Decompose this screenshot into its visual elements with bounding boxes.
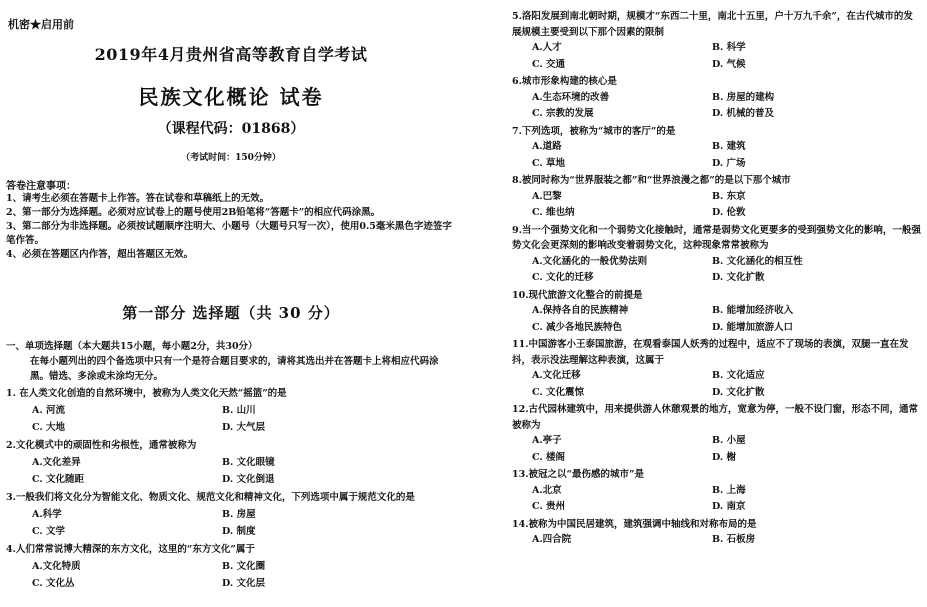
question-10 <box>512 288 922 337</box>
section-head: 一、单项选择题（本大题共15小题，每小题2分，共30分） <box>6 341 258 352</box>
note-item: 3、第二部分为非选择题。必须按试题顺序注明大、小题号（大题号只写一次），使用0.5毫米黑色字迹签字笔作答。 <box>6 221 452 246</box>
option-b: B. 房屋 <box>222 509 256 520</box>
option-d: D. 机械的普及 <box>712 108 775 119</box>
question-stem: 11.中国游客小王泰国旅游，在观看泰国人妖秀的过程中，适应不了现场的表演，双腿一直在发抖，表示没法理解这种表演，这属于 <box>512 339 909 366</box>
question-stem: 8.被同时称为“世界服装之都”和“世界浪漫之都”的是以下那个城市 <box>512 175 791 186</box>
part-title: 第一部分 选择题（共 30 分） <box>122 304 340 322</box>
question-stem: 1. 在人类文化创造的自然环境中，被称为人类文化天然“摇篮”的是 <box>6 388 287 399</box>
option-c: C. 文学 <box>32 526 66 537</box>
question-stem: 14.被称为中国民居建筑，建筑强调中轴线和对称布局的是 <box>512 518 757 530</box>
option-a: A.文化特质 <box>32 561 81 572</box>
option-b: B. 山川 <box>222 405 256 416</box>
option-c: C. 楼阁 <box>532 451 566 463</box>
question-stem: 12.古代园林建筑中，用来提供游人休憩观景的地方，宽意为停，一般不设门窗，形态不同，通常被称为 <box>512 404 919 431</box>
option-d: D. 南京 <box>712 501 746 512</box>
option-b: B. 文化眼镜 <box>222 457 275 468</box>
option-c: C. 减少各地民族特色 <box>532 321 623 333</box>
option-b: B. 上海 <box>712 484 746 496</box>
option-d: D. 文化扩散 <box>712 272 765 283</box>
question-stem: 9.当一个强势文化和一个弱势文化接触时，通常是弱势文化更要多的受到强势文化的影响，一般强势文化会更深刻的影响改变着弱势文化，这种现象常常被称为 <box>512 224 921 251</box>
option-a: A.道路 <box>532 141 562 152</box>
question-2 <box>6 438 456 488</box>
option-a: A.文化差异 <box>32 457 81 468</box>
option-b: B. 文化圈 <box>222 561 266 572</box>
option-a: A.北京 <box>532 484 562 496</box>
option-b: B. 小屋 <box>712 435 746 446</box>
option-a: A.文化迁移 <box>532 370 581 381</box>
option-a: A.生态环境的改善 <box>532 91 610 103</box>
option-c: C. 文化的迁移 <box>532 272 594 283</box>
question-stem: 6.城市形象构建的核心是 <box>512 76 617 87</box>
exam-time: （考试时间：150分钟） <box>181 153 281 163</box>
option-c: C. 贵州 <box>532 501 566 512</box>
option-a: A.人才 <box>532 42 562 53</box>
question-4 <box>6 542 456 592</box>
option-c: C. 维也纳 <box>532 207 575 218</box>
option-a: A.亭子 <box>532 435 562 446</box>
option-d: D. 榭 <box>712 451 737 463</box>
option-b: B. 石板房 <box>712 534 756 545</box>
option-d: D. 文化扩散 <box>712 386 765 398</box>
option-a: A.保持各自的民族精神 <box>532 305 629 316</box>
option-d: D. 伦敦 <box>712 207 746 218</box>
question-12 <box>512 402 922 466</box>
question-7 <box>512 124 922 173</box>
option-c: C. 文化丛 <box>32 578 75 589</box>
option-d: D. 大气层 <box>222 422 266 433</box>
question-3 <box>6 490 456 540</box>
note-item: 4、必须在答题区内作答，超出答题区无效。 <box>6 249 194 260</box>
option-b: B. 建筑 <box>712 141 746 152</box>
exam-title: 2019年4月贵州省高等教育自学考试 <box>94 45 368 64</box>
question-8 <box>512 173 922 222</box>
option-c: C. 文化随距 <box>32 474 85 485</box>
question-6 <box>512 74 922 123</box>
paper-title: 民族文化概论 试卷 <box>138 85 324 109</box>
option-a: A.巴黎 <box>532 190 562 202</box>
option-c: C. 宗教的发展 <box>532 108 594 119</box>
option-b: B. 文化涵化的相互性 <box>712 255 803 267</box>
question-1 <box>6 386 456 436</box>
option-b: B. 房屋的建构 <box>712 91 775 103</box>
question-14 <box>512 517 922 549</box>
option-d: D. 广场 <box>712 157 746 169</box>
option-c: C. 交通 <box>532 58 566 70</box>
note-item: 2、第一部分为选择题。必须对应试卷上的题号使用2B铅笔将“答题卡”的相应代码涂黑。 <box>6 207 381 218</box>
question-9 <box>512 223 922 287</box>
question-5 <box>512 9 922 73</box>
option-b: B. 科学 <box>712 42 746 53</box>
option-d: D. 气候 <box>712 58 746 70</box>
option-a: A.四合院 <box>532 534 572 545</box>
option-d: D. 制度 <box>222 526 256 537</box>
question-stem: 5.洛阳发展到南北朝时期，规模才“东西二十里，南北十五里，户十万九千余”，在古代城市的发展规模主要受到以下那个因素的限制 <box>512 11 913 38</box>
secret-label: 机密★启用前 <box>8 18 74 31</box>
section-desc: 在每小题列出的四个备选项中只有一个是符合题目要求的，请将其选出并在答题卡上将相应代码涂黑。错选、多涂或未涂均无分。 <box>30 356 439 382</box>
option-a: A.文化涵化的一般优势法则 <box>532 255 648 267</box>
option-c: C. 大地 <box>32 422 66 433</box>
option-d: D. 文化倒退 <box>222 474 275 485</box>
right-column <box>512 8 922 549</box>
option-d: D. 能增加旅游人口 <box>712 321 794 333</box>
notes-title: 答卷注意事项： <box>6 181 76 192</box>
question-stem: 10.现代旅游文化整合的前提是 <box>512 289 643 301</box>
option-a: A.科学 <box>32 509 62 520</box>
option-c: C. 草地 <box>532 157 566 169</box>
option-a: A. 河流 <box>32 405 65 416</box>
question-stem: 13.被冠之以“最伤感的城市”是 <box>512 469 644 480</box>
question-13 <box>512 467 922 516</box>
left-column <box>6 8 456 592</box>
question-stem: 4.人们常常说博大精深的东方文化，这里的“东方文化”属于 <box>6 544 255 555</box>
option-b: B. 东京 <box>712 190 746 202</box>
note-item: 1、请考生必须在答题卡上作答。答在试卷和草稿纸上的无效。 <box>6 193 270 204</box>
option-b: B. 文化适应 <box>712 370 765 381</box>
question-stem: 3.一般我们将文化分为智能文化、物质文化、规范文化和精神文化，下列选项中属于规范文化的是 <box>6 492 415 503</box>
course-code: （课程代码：01868） <box>157 121 305 137</box>
question-11 <box>512 337 922 401</box>
question-stem: 7.下列选项，被称为“城市的客厅”的是 <box>512 125 676 137</box>
question-stem: 2.文化模式中的顽固性和劣根性，通常被称为 <box>6 440 197 451</box>
option-b: B. 能增加经济收入 <box>712 305 794 316</box>
option-c: C. 文化震惊 <box>532 386 585 398</box>
option-d: D. 文化层 <box>222 578 266 589</box>
